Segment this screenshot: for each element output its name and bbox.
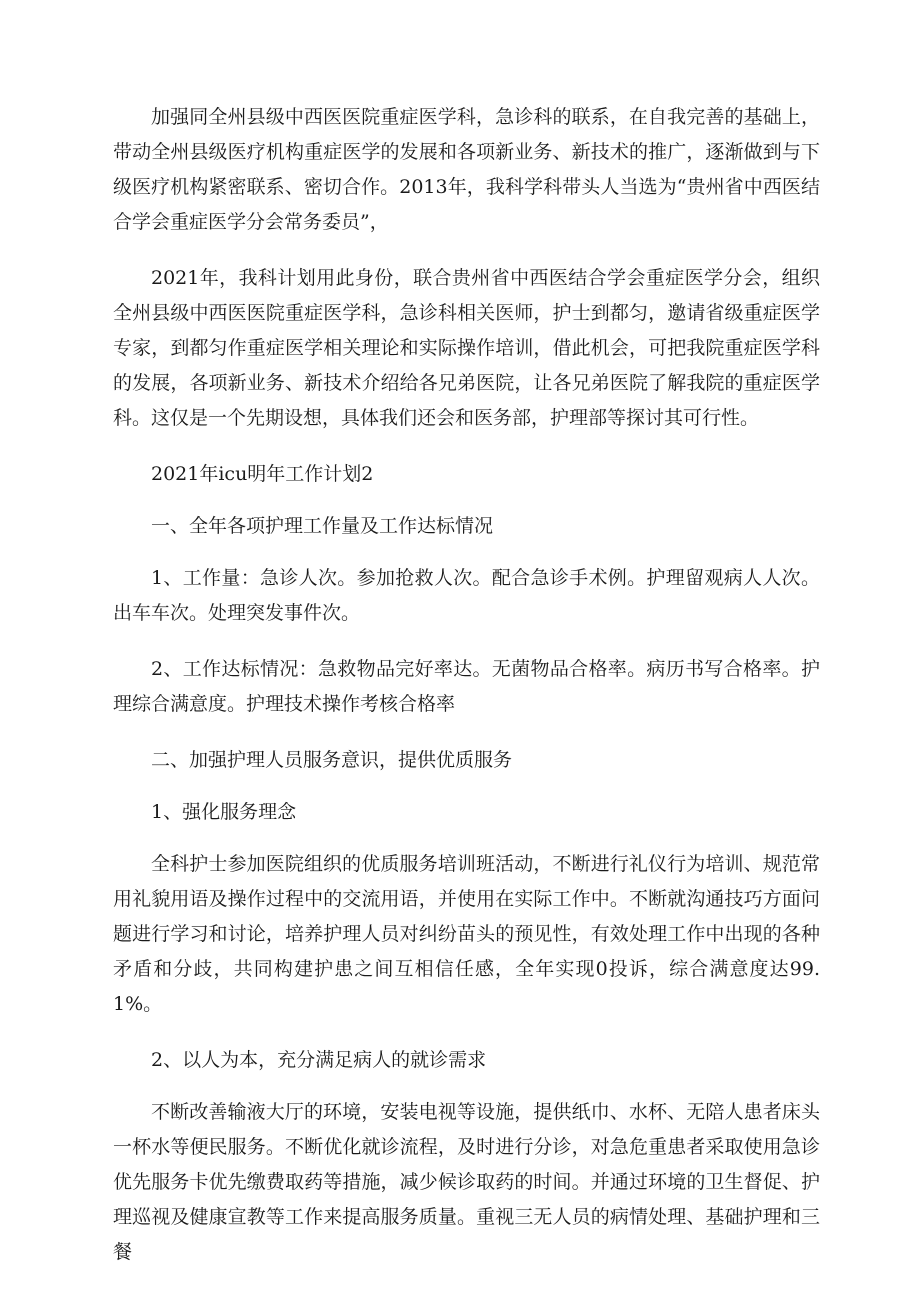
subheading-2: 2、以人为本，充分满足病人的就诊需求: [151, 1049, 487, 1071]
paragraph-service: 全科护士参加医院组织的优质服务培训班活动，不断进行礼仪行为培训、规范常用礼貌用语及操作过程中的交流用语，并使用在实际工作中。不断就沟通技巧方面问题进行学习和讨论，培养护理人员对纠纷苗头的预见性，有效处理工作中出现的各种矛盾和分歧，共同构建护患之间互相信任感，全年实现0投诉，综合满意度达99.1%。: [113, 853, 820, 1015]
paragraph-2: 2021年，我科计划用此身份，联合贵州省中西医结合学会重症医学分会，组织全州县级中西医医院重症医学科，急诊科相关医师，护士到都匀，邀请省级重症医学专家，到都匀作重症医学相关理论和实际操作培训，借此机会，可把我院重症医学科的发展，各项新业务、新技术介绍给各兄弟医院，让各兄弟医院了解我院的重症医学科。这仅是一个先期设想，具体我们还会和医务部，护理部等探讨其可行性。: [113, 267, 820, 429]
paragraph-1: 加强同全州县级中西医医院重症医学科，急诊科的联系，在自我完善的基础上，带动全州县级医疗机构重症医学的发展和各项新业务、新技术的推广，逐渐做到与下级医疗机构紧密联系、密切合作。2013年，我科学科带头人当选为“贵州省中西医结合学会重症医学分会常务委员”，: [113, 106, 820, 233]
heading-1: 一、全年各项护理工作量及工作达标情况: [151, 515, 494, 537]
paragraph-standards: 2、工作达标情况：急救物品完好率达。无菌物品合格率。病历书写合格率。护理综合满意度。护理技术操作考核合格率: [113, 658, 820, 715]
subheading-1: 1、强化服务理念: [151, 801, 297, 823]
paragraph-patient-needs: 不断改善输液大厅的环境，安装电视等设施，提供纸巾、水杯、无陪人患者床头一杯水等便民服务。不断优化就诊流程，及时进行分诊，对急危重患者采取使用急诊优先服务卡优先缴费取药等措施，减少候诊取药的时间。并通过环境的卫生督促、护理巡视及健康宣教等工作来提高服务质量。重视三无人员的病情处理、基础护理和三餐: [113, 1101, 820, 1263]
heading-2: 二、加强护理人员服务意识，提供优质服务: [151, 749, 513, 771]
paragraph-workload: 1、工作量：急诊人次。参加抢救人次。配合急诊手术例。护理留观病人人次。出车车次。处理突发事件次。: [113, 567, 820, 624]
section-title: 2021年icu明年工作计划2: [151, 463, 374, 485]
